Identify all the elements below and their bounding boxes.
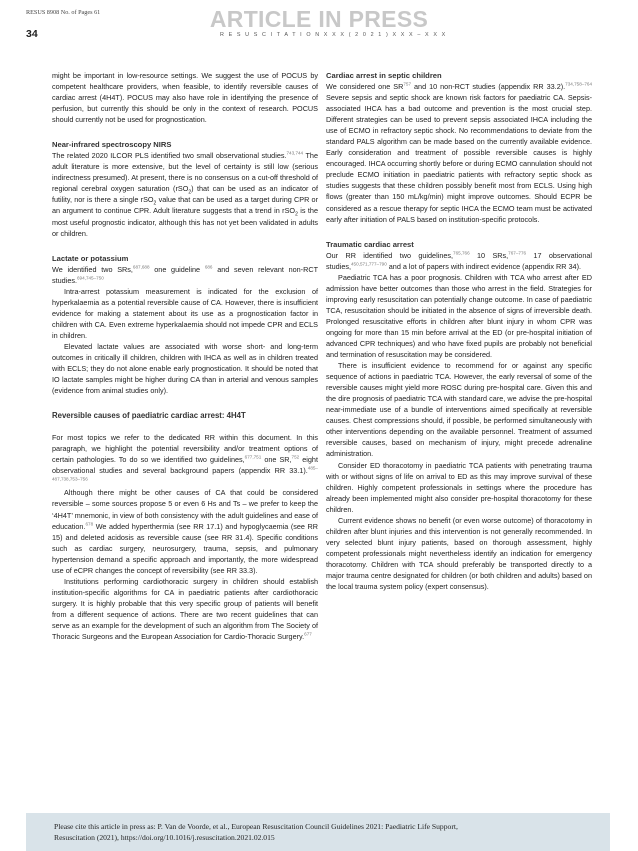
paragraph: We identified two SRs,$^{687,688}$ one guideline $^{686}$ and seven relevant non-RCT studies.$^{694,745-750}$	[52, 264, 318, 285]
citation[interactable]: 734,758–764	[565, 81, 592, 87]
citation[interactable]: 686	[204, 264, 213, 270]
section-heading-nirs: Near-infrared spectroscopy NIRS	[52, 140, 172, 150]
section-heading-sepsis: Cardiac arrest in septic children	[326, 71, 442, 80]
citation[interactable]: 678	[85, 521, 94, 527]
section-heading-4h4t: Reversible causes of paediatric cardiac arrest: 4H4T	[52, 411, 246, 421]
citation-notice: Please cite this article in press as: P. Van de Voorde, et al., European Resuscitation Council Guidelines 2021: Paediatric Life Support, Resuscitation (2021), https://doi.org/10.1016/j.resuscitation.2021.02.015	[54, 822, 458, 842]
section-heading-trauma: Traumatic cardiac arrest	[326, 239, 414, 249]
paragraph: Consider ED thoracotomy in paediatric TCA patients with penetrating trauma with or without signs of life on arrival to ED as this may improve survival of these children. Highly competent professionals in settings where the procedure has already been implemented might also consider pre-hospital thoracotomy for these children.	[326, 460, 592, 514]
paragraph: There is insufficient evidence to recommend for or against any specific sequence of actions in paediatric TCA. However, the early reversal of some of the reversible causes might yield more ROSC during pre-hospital care. Given this and the dire prognosis of paediatric TCA with standard care, we advise the pre-hospital near-immediate use of a bundle of interventions aimed specifically at reversible causes. Chest compressions should, if possible, be performed simultaneously with other interventions depending on the available personnel. Treatment of assumed reversible causes, based on mechanism of injury, might precede adrenaline administration.	[326, 361, 592, 459]
citation[interactable]: 485–487,738,753–756	[52, 465, 318, 482]
citation-footer	[26, 813, 610, 851]
citation[interactable]: 450,571,777–790	[351, 261, 387, 267]
citation[interactable]: 767–776	[508, 250, 527, 256]
paragraph: Current evidence shows no benefit (or even worse outcome) of thoracotomy in children after blunt injuries and this intervention is not generally recommended. In very selected blunt injury patients, based on thorough assessment, highly competent professionals might nevertheless identify an indication for emergency thoracotomy. Children with TCA should preferably be transported directly to a major trauma centre designated for children (or both children and adults) based on the local trauma system policy (expert consensus).	[326, 515, 592, 592]
paragraph: Our RR identified two guidelines,$^{765,766}$ 10 SRs,$^{767-776}$ 17 observational studies,$^{450,571,777-790}$ and a lot of papers with indirect evidence (appendix RR 34).	[326, 250, 592, 271]
citation[interactable]: 687,688	[132, 264, 150, 270]
page-number: 34	[26, 28, 38, 40]
citation[interactable]: 677,751	[244, 454, 262, 460]
citation[interactable]: 694,745–750	[77, 275, 104, 281]
citation[interactable]: 765,766	[453, 250, 470, 256]
paragraph: Elevated lactate values are associated with worse short- and long-term outcomes in critically ill children, children with IHCA as well as in children treated with ECLS; they do not alone enable early prognostication. It should be noted that IO lactate samples might be higher during CA than in arterial and venous samples (evidence from animal studies only).	[52, 341, 318, 396]
top-banner	[0, 0, 638, 32]
citation[interactable]: 743,744	[286, 150, 304, 156]
left-column	[52, 70, 318, 642]
paragraph: We considered one SR$^{757}$ and 10 non-RCT studies (appendix RR 33.2).$^{734,758-764}$ Severe sepsis and septic shock are known risk factors for paediatric CA. Sepsis-associated IHCA has a bad outcome and prevention is the most crucial step. Different strategies can be used to prevent sepsis associated IHCA including the use of ECMO in refractory septic shock. No recommendations to deviate from the standard PALS algorithm can be made based on the currently available evidence. Early consideration and treatment of possible reversible causes is highly encouraged. IHCA occurring shortly before or during ECMO cannulation should not preclude ECMO initiation in paediatric patients with refractory septic shock as studies suggests that these children possibly benefit most from ECLS. Using high flows (greater than 150 mL/kg/min) might improve outcomes. Should ECPR be considered as a rescue therapy for septic IHCA the ECMO team must be activated early after initiation of PALS based on institution-specific protocols.	[326, 81, 592, 224]
manuscript-id: RESUS 8908 No. of Pages 61	[26, 9, 101, 16]
citation[interactable]: 757	[403, 81, 412, 87]
paragraph: Intra-arrest potassium measurement is indicated for the exclusion of hyperkalaemia as a potential reversible cause of CA. However, there is insufficient evidence for making a statement about its use as a prognostication factor in children with CA. Even extreme hyperkalaemia should not impede CPR and ECLS in children.	[52, 286, 318, 340]
paragraph: might be important in low-resource settings. We suggest the use of POCUS by competent healthcare providers, when feasible, to identify reversible causes of cardiac arrest (4H4T). POCUS may also have role in identifying the presence of perfusion, but currently this should be only in the context of research. POCUS should currently not be used for prognostication.	[52, 71, 318, 125]
paragraph: The related 2020 ILCOR PLS identified two small observational studies.$^{743,744}$ The adult literature is more extensive, but the level of certainty is still low (serious indirectness presumed). At present, there is no consensus on a cut-off threshold of regional cerebral oxygen saturation (rSO$_2$) that can be used as an indicator of futility, nor is there a single rSO$_2$ value that can be used as a target during CPR or an argument to continue CPR. Adult literature suggests that a trend in rSO$_2$ is the most useful prognostic indicator, although this has not yet been validated in adults or children.	[52, 150, 318, 238]
citation[interactable]: 752	[291, 454, 300, 460]
paragraph: Institutions performing cardiothoracic surgery in children should establish institution-specific algorithms for CA in paediatric patients after cardiothoracic surgery. It is highly probable that this very specific group of patients will benefit from a different sequence of actions. There are two recent guidelines that can serve as an example for the development of such an algorithm from The Society of Thoracic Surgeons and the European Association for Cardio-Thoracic Surgery.$^{677}$	[52, 576, 318, 642]
citation[interactable]: 677	[304, 631, 312, 637]
paragraph: For most topics we refer to the dedicated RR within this document. In this paragraph, we highlight the potential reversibility and/or treatment options of certain pathologies. To do so we identified two guidelines,$^{677,751}$ one SR,$^{752}$ eight observational studies and several background papers (appendix RR 33.1).$^{485-487,738,753-756}$	[52, 433, 318, 482]
right-column	[326, 70, 592, 592]
running-head: R E S U S C I T A T I O N X X X ( 2 0 2 1 ) X X X – X X X	[220, 32, 447, 38]
article-in-press-banner: ARTICLE IN PRESS	[209, 6, 429, 32]
paragraph: Paediatric TCA has a poor prognosis. Children with TCA who arrest after ED admission have better outcomes than those who arrest in the field. Strategies for improving early resuscitation can potentially change outcome. In case of paediatric TCA, resuscitation should be initiated in the absence of signs of irreversible death. Prolonged resuscitative efforts in children after blunt injury in whom CPR was ongoing for more than 15 min before arrival at the ED (or pre-hospital initiation of advanced CPR techniques) and who have fixed pupils are probably not beneficial and termination of resuscitation may be considered.	[326, 272, 592, 360]
section-heading-lactate: Lactate or potassium	[52, 253, 129, 263]
doi-link[interactable]: Resuscitation (2021), https://doi.org/10.1016/j.resuscitation.2021.02.015	[54, 832, 275, 842]
paragraph: Although there might be other causes of CA that could be considered reversible – some sources propose 5 or even 6 Hs and Ts – we prefer to keep the ‘4H4T’ mnemonic, in view of both consistency with the adult guidelines and ease of education.$^{678}$ We added hyperthermia (see RR 17.1) and hypoglycaemia (see RR 15) and deleted acidosis as reversible cause (see RR 31.4). Specific conditions such as cardiac surgery, neurosurgery, trauma, sepsis, and pulmonary hypertension demand a specific approach and importantly, the more widespread use of eCPR changes the concept of reversibility (see RR 33.3).	[52, 488, 318, 575]
